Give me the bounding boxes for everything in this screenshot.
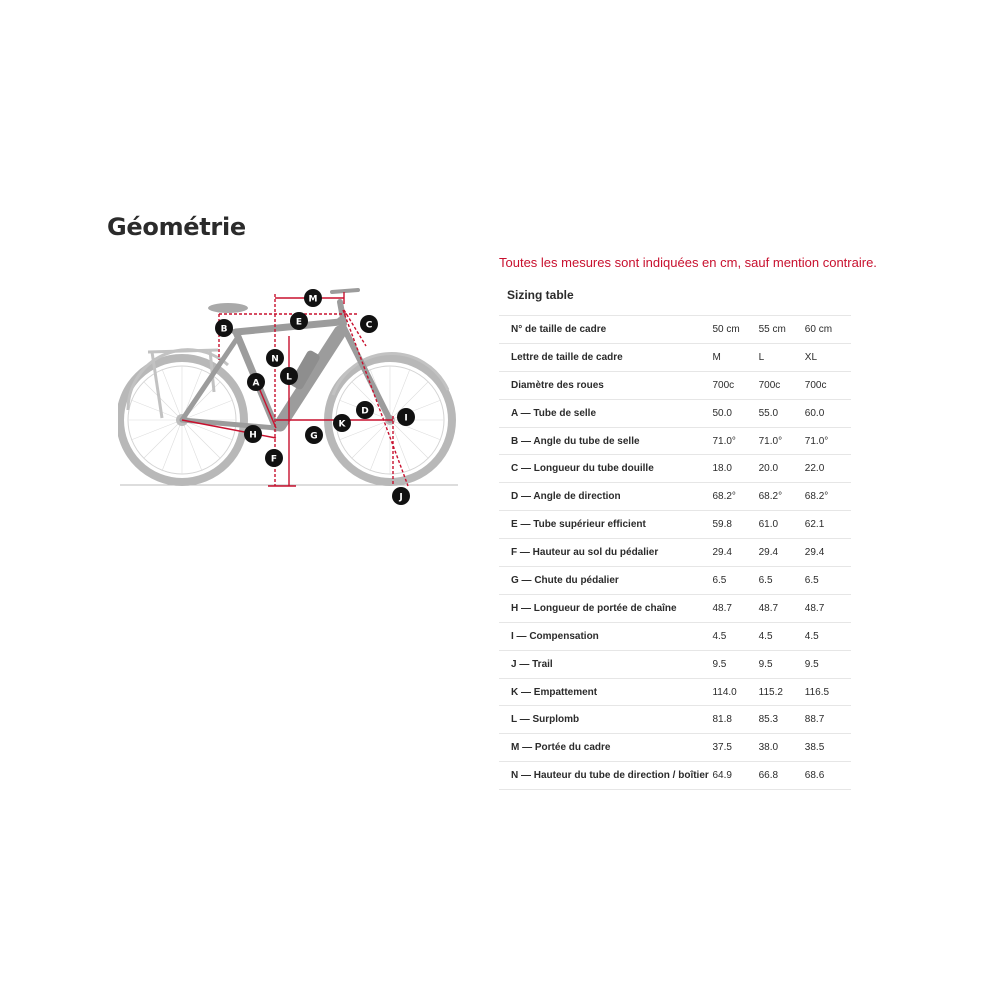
row-value: 6.5 [805,567,851,595]
row-value: 6.5 [759,567,805,595]
row-value: 50 cm [712,316,758,344]
row-value: 38.5 [805,734,851,762]
svg-text:E: E [295,317,303,328]
row-value: 700c [805,371,851,399]
row-value: 60 cm [805,316,851,344]
row-label: K — Empattement [499,678,712,706]
table-row [499,734,851,762]
row-label: B — Angle du tube de selle [499,427,712,455]
row-value: 71.0° [805,427,851,455]
row-value: 115.2 [759,678,805,706]
table-row [499,567,851,595]
row-label: N° de taille de cadre [499,316,712,344]
row-value: 116.5 [805,678,851,706]
page-title: Géométrie [107,213,246,241]
row-value: 59.8 [712,511,758,539]
row-value: 68.2° [759,483,805,511]
row-label: F — Hauteur au sol du pédalier [499,539,712,567]
saddle [208,303,248,313]
units-note: Toutes les mesures sont indiquées en cm, sauf mention contraire. [499,255,877,270]
marker-L [280,367,298,385]
row-value: 68.6 [805,762,851,790]
row-value: 71.0° [712,427,758,455]
marker-K [333,414,351,432]
row-value: 9.5 [759,650,805,678]
row-label: D — Angle de direction [499,483,712,511]
row-label: A — Tube de selle [499,399,712,427]
row-value: 55.0 [759,399,805,427]
row-value: 68.2° [805,483,851,511]
row-value: 85.3 [759,706,805,734]
marker-G [305,426,323,444]
row-label: Diamètre des roues [499,371,712,399]
marker-B [215,319,233,337]
table-row [499,455,851,483]
row-value: 48.7 [712,594,758,622]
row-value: 71.0° [759,427,805,455]
row-value: 20.0 [759,455,805,483]
sizing-table-title: Sizing table [507,288,574,302]
table-row [499,706,851,734]
table-row [499,650,851,678]
row-value: 4.5 [712,622,758,650]
table-row [499,343,851,371]
row-value: XL [805,343,851,371]
marker-E [290,312,308,330]
row-label: H — Longueur de portée de chaîne [499,594,712,622]
marker-I [397,408,415,426]
row-value: 50.0 [712,399,758,427]
svg-text:A: A [252,378,260,389]
row-value: 700c [712,371,758,399]
row-value: L [759,343,805,371]
table-row [499,678,851,706]
svg-text:C: C [365,320,373,331]
svg-text:F: F [270,454,278,465]
row-label: I — Compensation [499,622,712,650]
row-value: 38.0 [759,734,805,762]
sizing-table-body [499,316,851,790]
table-row [499,511,851,539]
svg-text:K: K [338,419,346,430]
svg-text:L: L [286,372,292,383]
row-value: 114.0 [712,678,758,706]
table-row [499,483,851,511]
table-row [499,427,851,455]
row-label: G — Chute du pédalier [499,567,712,595]
row-value: 64.9 [712,762,758,790]
row-label: E — Tube supérieur efficient [499,511,712,539]
row-value: 4.5 [805,622,851,650]
row-value: 29.4 [759,539,805,567]
row-value: M [712,343,758,371]
marker-C [360,315,378,333]
row-value: 66.8 [759,762,805,790]
marker-J [392,487,410,505]
row-value: 29.4 [712,539,758,567]
row-value: 48.7 [805,594,851,622]
bike-geometry-diagram [118,280,463,515]
row-value: 81.8 [712,706,758,734]
row-value: 22.0 [805,455,851,483]
row-label: C — Longueur du tube douille [499,455,712,483]
row-value: 61.0 [759,511,805,539]
row-value: 88.7 [805,706,851,734]
table-row [499,594,851,622]
row-value: 18.0 [712,455,758,483]
table-row [499,762,851,790]
row-label: N — Hauteur du tube de direction / boîtier [499,762,712,790]
row-value: 700c [759,371,805,399]
row-label: M — Portée du cadre [499,734,712,762]
marker-N [266,349,284,367]
row-value: 48.7 [759,594,805,622]
row-value: 29.4 [805,539,851,567]
marker-D [356,401,374,419]
table-row [499,316,851,344]
row-value: 62.1 [805,511,851,539]
svg-text:M: M [308,294,318,305]
row-value: 9.5 [805,650,851,678]
svg-text:H: H [249,430,257,441]
marker-H [244,425,262,443]
row-value: 55 cm [759,316,805,344]
svg-text:D: D [361,406,369,417]
row-value: 37.5 [712,734,758,762]
row-label: Lettre de taille de cadre [499,343,712,371]
table-row [499,622,851,650]
svg-text:I: I [404,413,408,424]
marker-A [247,373,265,391]
row-value: 68.2° [712,483,758,511]
row-value: 6.5 [712,567,758,595]
row-value: 9.5 [712,650,758,678]
sizing-table [499,315,851,790]
table-row [499,539,851,567]
svg-text:N: N [271,354,279,365]
marker-F [265,449,283,467]
marker-M [304,289,322,307]
table-row [499,371,851,399]
svg-text:G: G [310,431,318,442]
table-row [499,399,851,427]
row-value: 60.0 [805,399,851,427]
row-label: L — Surplomb [499,706,712,734]
svg-text:B: B [220,324,228,335]
row-label: J — Trail [499,650,712,678]
svg-text:J: J [399,492,403,503]
row-value: 4.5 [759,622,805,650]
